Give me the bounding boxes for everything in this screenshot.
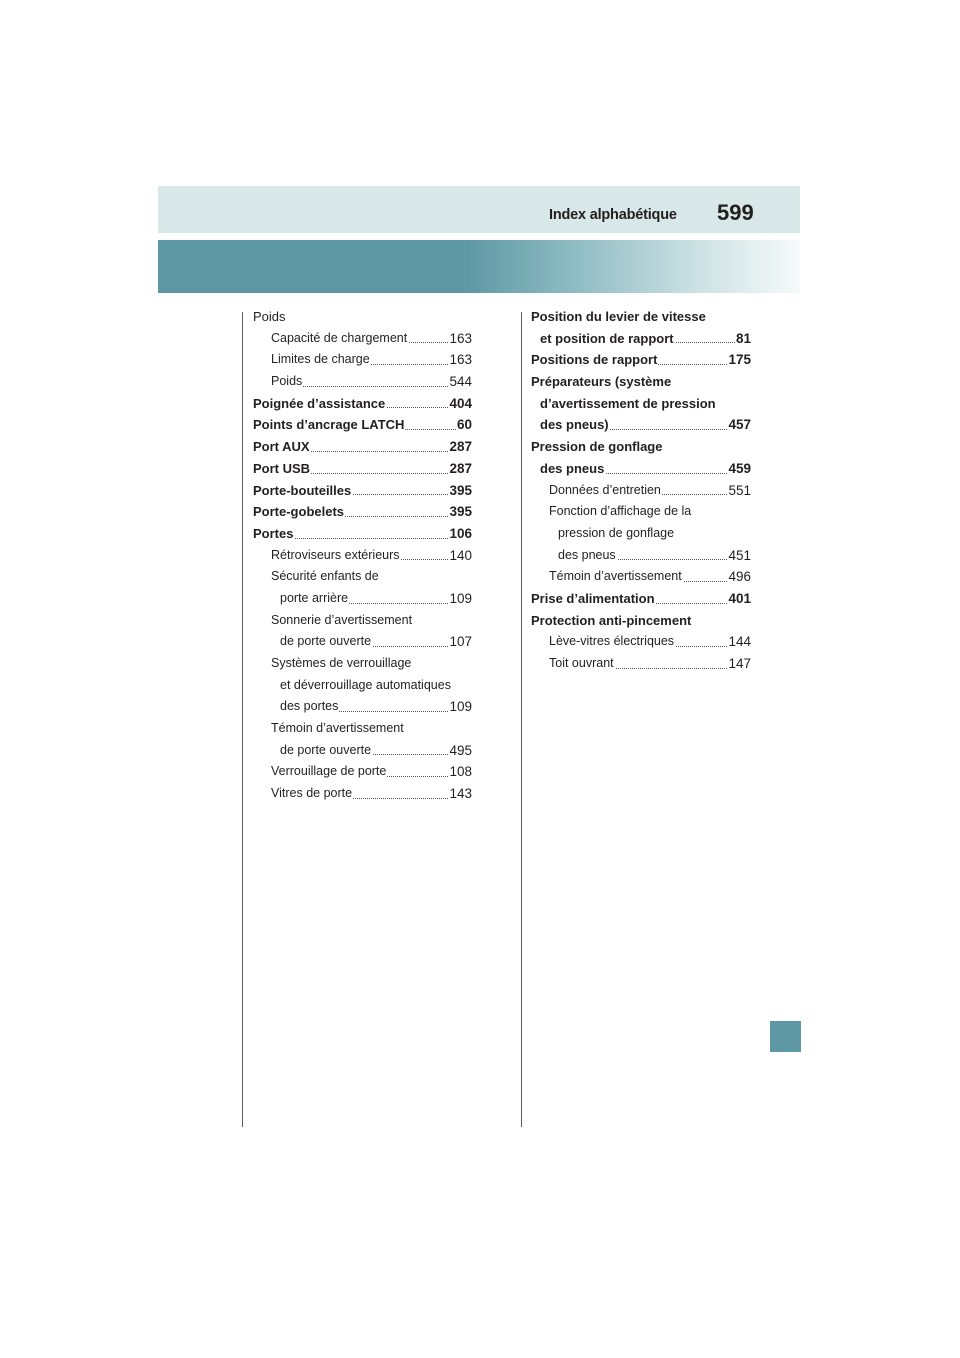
index-entry-text: Verrouillage de porte [271,764,387,779]
index-entry [253,783,472,805]
index-entry-text: de porte ouverte [280,742,372,757]
index-entry-page: 457 [727,414,751,436]
index-entry-text: Portes [253,525,294,541]
index-entry-text: Prise d’alimentation [531,590,655,606]
column-divider-right [521,312,522,1127]
index-entry [253,545,472,567]
index-entry-text: pression de gonflage [558,525,675,540]
index-entry-text: Capacité de chargement [271,330,408,345]
index-entry-text: Témoin d’avertissement [549,569,682,584]
index-entry [531,393,751,415]
index-entry-page: 544 [448,371,472,393]
index-entry-page: 106 [448,523,472,545]
index-entry-page: 287 [448,436,472,458]
index-entry [253,458,472,480]
column-divider-left [242,312,243,1127]
index-entry-text: des portes [280,699,339,714]
index-entry [531,349,751,371]
index-entry-text: des pneus) [540,417,609,433]
index-entry-text: Positions de rapport [531,352,658,368]
index-entry [531,610,751,632]
index-entry [531,436,751,458]
index-entry-text: Porte-gobelets [253,504,345,520]
index-entry-text: Poids [253,309,286,324]
index-entry-text: Lève-vitres électriques [549,634,675,649]
index-entry-text: Rétroviseurs extérieurs [271,547,400,562]
index-entry-page: 144 [727,631,751,653]
index-entry-text: des pneus [540,460,605,476]
index-entry [253,501,472,523]
index-entry [253,653,472,675]
index-entry-text: Pression de gonflage [531,439,663,455]
index-entry-text: Points d’ancrage LATCH [253,417,405,433]
index-entry-page: 143 [448,783,472,805]
index-entry [531,631,751,653]
index-entry [253,480,472,502]
index-entry-page: 60 [456,414,472,436]
index-entry-text: Poignée d’assistance [253,395,386,411]
index-entry-text: et déverrouillage automatiques [280,677,451,692]
index-entry-page: 175 [727,349,751,371]
index-entry-text: Porte-bouteilles [253,482,352,498]
index-entry-text: de porte ouverte [280,634,372,649]
index-entry-text: Port AUX [253,439,310,455]
index-column-right [531,306,751,675]
index-entry-page: 81 [735,328,751,350]
index-entry [531,501,751,523]
header-band [158,186,800,233]
index-entry-page: 108 [448,761,472,783]
index-entry-text: Témoin d’avertissement [271,721,404,736]
chapter-tab [770,1021,801,1052]
index-entry-page: 459 [727,458,751,480]
index-entry-page: 551 [727,480,751,502]
index-entry-text: des pneus [558,547,616,562]
index-entry [531,328,751,350]
index-entry [531,480,751,502]
index-entry [253,631,472,653]
index-entry-text: Préparateurs (système [531,374,672,390]
index-entry [531,653,751,675]
index-entry-page: 109 [448,696,472,718]
index-entry-text: Sécurité enfants de [271,569,379,584]
index-entry-page: 147 [727,653,751,675]
index-entry-text: Toit ouvrant [549,656,614,670]
index-entry-text: d’avertissement de pression [540,395,716,411]
index-entry-text: Position du levier de vitesse [531,309,706,324]
index-entry-text: Port USB [253,460,311,476]
index-entry-text: Systèmes de verrouillage [271,656,412,670]
index-entry-text: Fonction d’affichage de la [549,504,692,519]
index-entry [253,740,472,762]
index-entry [253,349,472,371]
page-number: 599 [717,200,754,225]
index-entry-text: Sonnerie d’avertissement [271,612,413,627]
index-entry [531,306,751,328]
index-entry-page: 163 [448,349,472,371]
index-entry [253,523,472,545]
index-entry [253,393,472,415]
index-entry [253,414,472,436]
index-entry [531,371,751,393]
index-entry [253,306,472,328]
index-entry [253,610,472,632]
index-entry-text: Vitres de porte [271,786,353,801]
index-entry-page: 109 [448,588,472,610]
index-entry-page: 287 [448,458,472,480]
page-title: Index alphabétique [549,207,677,223]
index-entry-text: porte arrière [280,590,349,605]
index-entry [253,371,472,393]
index-entry-text: Poids [271,374,303,389]
index-entry [531,566,751,588]
index-entry [531,523,751,545]
index-entry-page: 140 [448,545,472,567]
index-entry-text: et position de rapport [540,330,674,346]
index-entry-text: Protection anti-pincement [531,612,692,628]
index-entry-page: 496 [727,566,751,588]
index-entry [253,436,472,458]
index-entry [253,566,472,588]
index-entry-page: 395 [448,501,472,523]
index-entry-page: 404 [448,393,472,415]
index-entry [253,696,472,718]
index-entry-text: Données d’entretien [549,482,661,497]
decorative-band [158,240,800,293]
index-entry-text: Limites de charge [271,352,370,367]
index-entry [531,545,751,567]
index-entry-page: 401 [727,588,751,610]
index-entry-page: 395 [448,480,472,502]
index-entry [253,675,472,697]
index-entry [253,718,472,740]
index-entry [253,761,472,783]
index-entry [253,588,472,610]
index-entry [253,328,472,350]
index-entry-page: 107 [448,631,472,653]
index-entry [531,414,751,436]
index-entry-page: 451 [727,545,751,567]
index-entry [531,588,751,610]
index-column-left [253,306,472,805]
index-entry-page: 495 [448,740,472,762]
index-entry [531,458,751,480]
index-entry-page: 163 [448,328,472,350]
